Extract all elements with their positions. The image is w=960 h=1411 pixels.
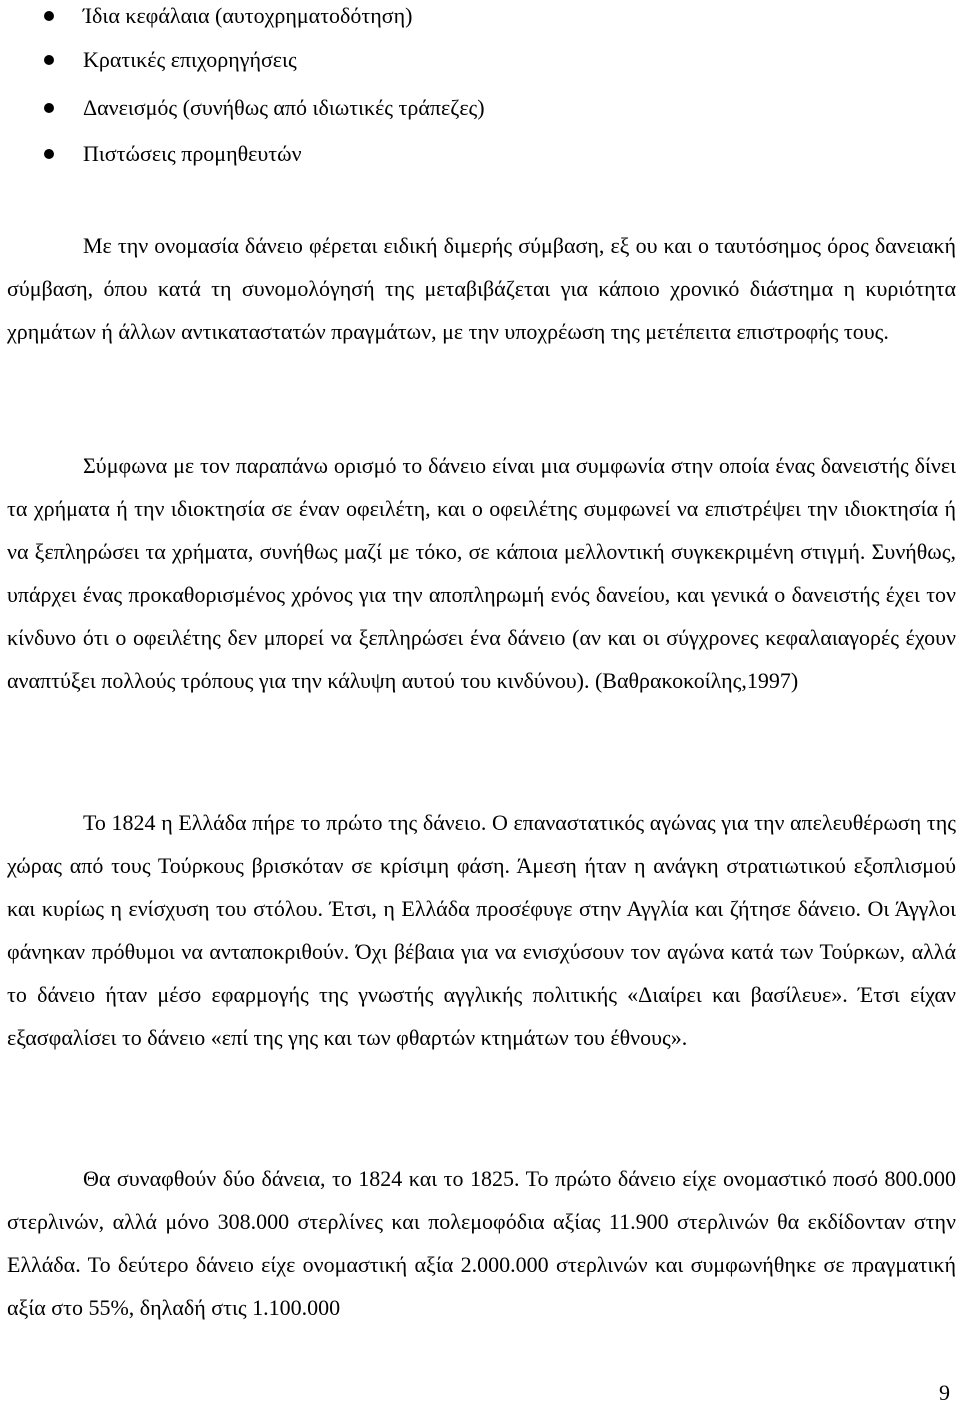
bullet-item — [0, 40, 960, 80]
bullet-text: Δανεισμός (συνήθως από ιδιωτικές τράπεζες) — [83, 95, 485, 120]
bullet-icon — [44, 55, 54, 65]
bullet-item — [0, 134, 960, 174]
bullet-icon — [44, 149, 54, 159]
bullet-text: Πιστώσεις προμηθευτών — [83, 141, 302, 166]
paragraph-loan-agreement: Σύμφωνα με τον παραπάνω ορισμό το δάνειο είναι μια συμφωνία στην οποία ένας δανειστής δίνει τα χρήματα ή την ιδιοκτησία σε έναν οφειλέτη, και ο οφειλέτης συμφωνεί να επιστρέψει την ιδιοκτησία ή να ξεπληρώσει τα χρήματα, συνήθως μαζί με τόκο, σε κάποια μελλοντική συγκεκριμένη στιγμή. Συνήθως, υπάρχει ένας προκαθορισμένος χρόνος για την αποπληρωμή ενός δανείου, και γενικά ο δανειστής έχει τον κίνδυνο ότι ο οφειλέτης δεν μπορεί να ξεπληρώσει ένα δάνειο (αν και οι σύγχρονες κεφαλαιαγορές έχουν αναπτύξει πολλούς τρόπους για την κάλυψη αυτού του κινδύνου). (Βαθρακοκοίλης,1997) — [7, 453, 956, 693]
bullet-icon — [44, 103, 54, 113]
bullet-text: Κρατικές επιχορηγήσεις — [83, 47, 297, 72]
page-number: 9 — [939, 1380, 950, 1405]
bullet-item — [0, 88, 960, 128]
bullet-text: Ίδια κεφάλαια (αυτοχρηματοδότηση) — [83, 3, 413, 28]
bullet-item — [0, 0, 960, 36]
paragraph-loan-definition: Με την ονομασία δάνειο φέρεται ειδική διμερής σύμβαση, εξ ου και ο ταυτόσημος όρος δανειακή σύμβαση, όπου κατά τη συνομολόγησή της μεταβιβάζεται για κάποιο χρονικό διάστημα η κυριότητα χρημάτων ή άλλων αντικαταστατών πραγμάτων, με την υποχρέωση της μετέπειτα επιστροφής τους. — [7, 233, 956, 344]
bullet-icon — [44, 11, 54, 21]
paragraph-two-loans: Θα συναφθούν δύο δάνεια, το 1824 και το 1825. Το πρώτο δάνειο είχε ονομαστικό ποσό 800.000 στερλινών, αλλά μόνο 308.000 στερλίνες και πολεμοφόδια αξίας 11.900 στερλινών θα εκδίδονταν στην Ελλάδα. Το δεύτερο δάνειο είχε ονομαστική αξία 2.000.000 στερλινών και συμφωνήθηκε σε πραγματική αξία στο 55%, δηλαδή στις 1.100.000 — [7, 1166, 956, 1320]
paragraph-greece-1824: Το 1824 η Ελλάδα πήρε το πρώτο της δάνειο. Ο επαναστατικός αγώνας για την απελευθέρωση της χώρας από τους Τούρκους βρισκόταν σε κρίσιμη φάση. Άμεση ήταν η ανάγκη στρατιωτικού εξοπλισμού και κυρίως η ενίσχυση του στόλου. Έτσι, η Ελλάδα προσέφυγε στην Αγγλία και ζήτησε δάνειο. Οι Άγγλοι φάνηκαν πρόθυμοι να ανταποκριθούν. Όχι βέβαια για να ενισχύσουν τον αγώνα κατά των Τούρκων, αλλά το δάνειο ήταν μέσο εφαρμογής της γνωστής αγγλικής πολιτικής «Διαίρει και βασίλευε». Έτσι είχαν εξασφαλίσει το δάνειο «επί της γης και των φθαρτών κτημάτων του έθνους». — [7, 810, 956, 1050]
